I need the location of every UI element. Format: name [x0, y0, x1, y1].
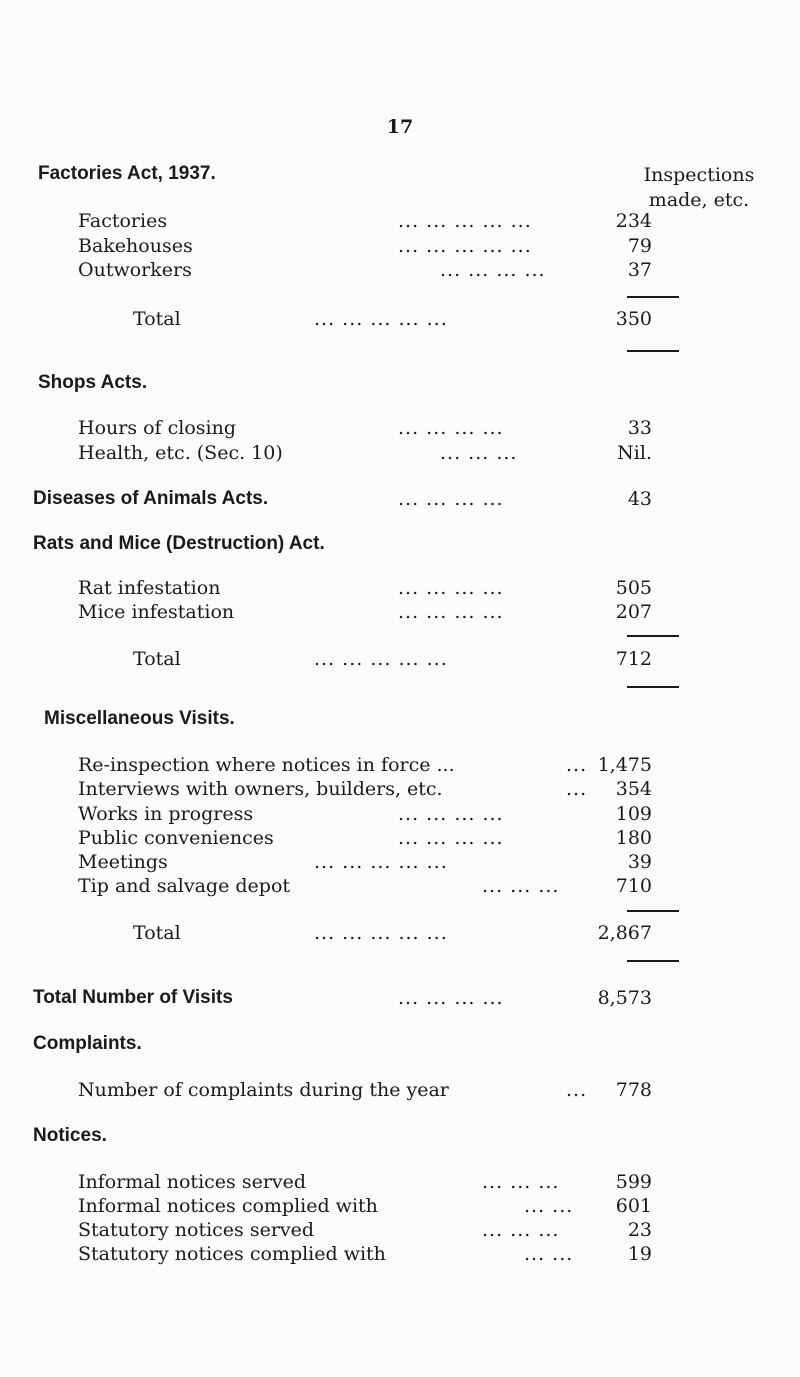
leader-dots: ... ... ... ... [398, 417, 504, 439]
factories-row-value: 234 [615, 210, 652, 232]
misc-row-value: 109 [615, 803, 652, 825]
complaints-row-label: Number of complaints during the year [78, 1079, 449, 1101]
complaints-heading: Complaints. [33, 1033, 142, 1054]
leader-dots: ... ... ... ... ... [398, 210, 532, 232]
notices-row-value: 601 [615, 1195, 652, 1217]
rats-row-value: 207 [615, 601, 652, 623]
leader-dots: ... [566, 754, 588, 776]
leader-dots: ... [566, 778, 588, 800]
factories-row-label: Bakehouses [78, 235, 193, 257]
misc-row-value: 354 [615, 778, 652, 800]
misc-row-value: 180 [615, 827, 652, 849]
leader-dots: ... ... ... ... ... [314, 922, 448, 944]
rats-row-value: 505 [615, 577, 652, 599]
shops-row-label: Health, etc. (Sec. 10) [78, 442, 283, 464]
animals-heading: Diseases of Animals Acts. [33, 488, 269, 509]
notices-row-label: Statutory notices served [78, 1219, 315, 1241]
total-visits-heading: Total Number of Visits [33, 987, 233, 1008]
total-rule [627, 350, 679, 352]
misc-row-value: 1,475 [597, 754, 652, 776]
notices-row-label: Informal notices complied with [78, 1195, 378, 1217]
leader-dots: ... ... ... [440, 442, 518, 464]
notices-row-value: 23 [627, 1219, 652, 1241]
notices-row-label: Statutory notices complied with [78, 1243, 386, 1265]
misc-row-label: Works in progress [78, 803, 254, 825]
misc-row-label: Tip and salvage depot [78, 875, 291, 897]
leader-dots: ... ... [524, 1243, 574, 1265]
notices-row-value: 19 [627, 1243, 652, 1265]
shops-row-value: Nil. [617, 442, 652, 464]
column-header-line1: Inspections [643, 164, 755, 186]
factories-row-label: Factories [78, 210, 168, 232]
column-header-line2: made, etc. [648, 189, 750, 211]
total-rule [627, 960, 679, 962]
factories-row-label: Outworkers [78, 259, 192, 281]
leader-dots: ... ... ... ... [440, 259, 546, 281]
leader-dots: ... ... ... ... ... [398, 235, 532, 257]
notices-row-label: Informal notices served [78, 1171, 307, 1193]
leader-dots: ... ... ... ... [398, 577, 504, 599]
misc-heading: Miscellaneous Visits. [44, 708, 235, 729]
leader-dots: ... ... ... [482, 1219, 560, 1241]
factories-row-value: 37 [627, 259, 652, 281]
leader-dots: ... ... ... [482, 1171, 560, 1193]
misc-total-label: Total [133, 922, 181, 944]
leader-dots: ... ... ... ... [398, 488, 504, 510]
notices-row-value: 599 [615, 1171, 652, 1193]
page-number: 17 [386, 116, 414, 138]
subtotal-rule [627, 635, 679, 637]
total-rule [627, 686, 679, 688]
misc-row-label: Meetings [78, 851, 168, 873]
leader-dots: ... ... ... ... [398, 987, 504, 1009]
factories-total-value: 350 [615, 308, 652, 330]
column-header [614, 163, 784, 213]
misc-row-label: Interviews with owners, builders, etc. [78, 778, 443, 800]
factories-total-label: Total [133, 308, 181, 330]
rats-total-label: Total [133, 648, 181, 670]
rats-total-value: 712 [615, 648, 652, 670]
rats-heading: Rats and Mice (Destruction) Act. [33, 533, 325, 554]
misc-row-label: Re-inspection where notices in force ... [78, 754, 455, 776]
animals-value: 43 [627, 488, 652, 510]
misc-total-value: 2,867 [597, 922, 652, 944]
shops-row-label: Hours of closing [78, 417, 237, 439]
rats-row-label: Rat infestation [78, 577, 221, 599]
leader-dots: ... ... ... ... ... [314, 648, 448, 670]
leader-dots: ... ... [524, 1195, 574, 1217]
leader-dots: ... ... ... [482, 875, 560, 897]
factories-heading: Factories Act, 1937. [38, 163, 216, 184]
leader-dots: ... ... ... ... [398, 601, 504, 623]
shops-heading: Shops Acts. [38, 372, 148, 393]
misc-row-value: 710 [615, 875, 652, 897]
factories-row-value: 79 [627, 235, 652, 257]
leader-dots: ... ... ... ... [398, 827, 504, 849]
rats-row-label: Mice infestation [78, 601, 235, 623]
leader-dots: ... ... ... ... ... [314, 851, 448, 873]
misc-row-value: 39 [627, 851, 652, 873]
notices-heading: Notices. [33, 1125, 107, 1146]
complaints-row-value: 778 [615, 1079, 652, 1101]
shops-row-value: 33 [627, 417, 652, 439]
leader-dots: ... [566, 1079, 588, 1101]
leader-dots: ... ... ... ... [398, 803, 504, 825]
total-visits-value: 8,573 [597, 987, 652, 1009]
subtotal-rule [627, 296, 679, 298]
misc-row-label: Public conveniences [78, 827, 274, 849]
subtotal-rule [627, 910, 679, 912]
leader-dots: ... ... ... ... ... [314, 308, 448, 330]
